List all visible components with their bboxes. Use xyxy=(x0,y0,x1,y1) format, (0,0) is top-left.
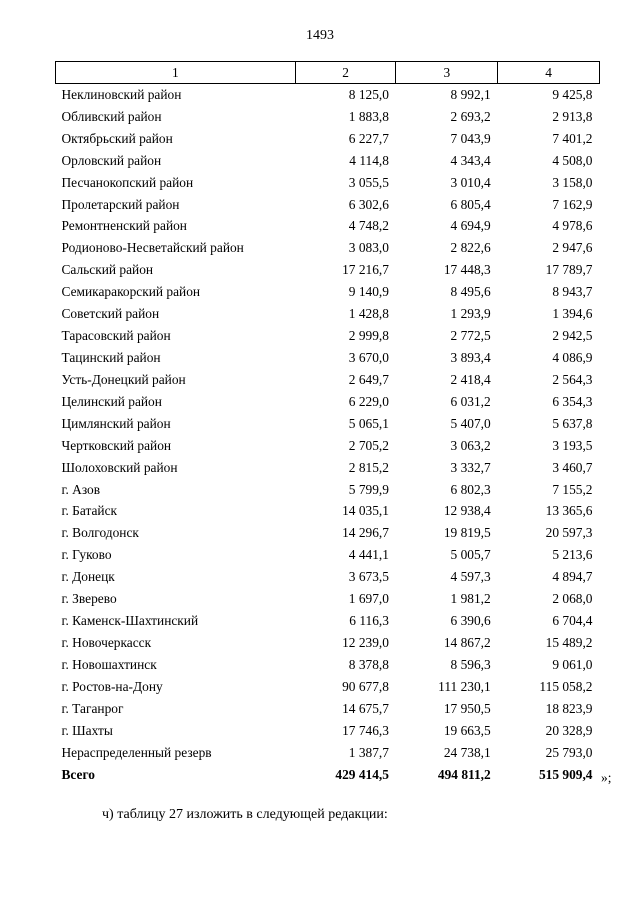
row-value: 6 390,6 xyxy=(450,613,491,629)
row-value: 3 670,0 xyxy=(348,350,389,366)
row-value: 4 114,8 xyxy=(349,152,389,168)
row-value: 7 043,9 xyxy=(450,130,491,146)
row-value: 1 981,2 xyxy=(450,591,491,607)
row-value: 1 293,9 xyxy=(450,306,491,322)
row-label: г. Гуково xyxy=(61,547,112,563)
row-value: 7 162,9 xyxy=(552,196,593,212)
row-value: 4 343,4 xyxy=(450,152,491,168)
row-value: 3 673,5 xyxy=(348,569,389,585)
table-row xyxy=(56,413,600,435)
row-label: г. Таганрог xyxy=(61,700,124,716)
row-value: 2 564,3 xyxy=(552,371,593,387)
row-value: 2 068,0 xyxy=(552,591,593,607)
row-value: 2 942,5 xyxy=(552,328,593,344)
closing-quote: »; xyxy=(601,770,612,785)
row-value: 2 705,2 xyxy=(348,437,389,453)
total-value: 515 909,4 xyxy=(538,766,593,782)
row-value: 8 596,3 xyxy=(450,656,491,672)
row-value: 14 296,7 xyxy=(342,525,389,541)
row-label: г. Азов xyxy=(61,481,101,497)
row-value: 4 694,9 xyxy=(450,218,491,234)
total-value: 429 414,5 xyxy=(335,766,389,782)
row-label: Целинский район xyxy=(61,393,162,409)
table-header-row xyxy=(56,62,600,84)
row-value: 4 597,3 xyxy=(450,569,491,585)
row-value: 15 489,2 xyxy=(545,635,593,650)
row-value: 1 883,8 xyxy=(348,108,389,124)
row-label: Тацинский район xyxy=(61,350,161,366)
row-value: 3 158,0 xyxy=(552,174,593,190)
row-label: Семикаракорский район xyxy=(61,284,201,300)
row-value: 17 950,5 xyxy=(443,700,491,716)
table-row xyxy=(56,216,600,238)
row-label: Шолоховский район xyxy=(61,459,178,475)
row-value: 6 227,7 xyxy=(348,130,389,146)
row-value: 7 155,2 xyxy=(552,481,593,497)
row-value: 2 822,6 xyxy=(450,240,491,256)
column-header-4: 4 xyxy=(498,62,600,84)
row-value: 6 354,3 xyxy=(552,393,593,409)
row-value: 3 193,5 xyxy=(552,437,593,453)
table-row xyxy=(56,610,600,632)
row-value: 14 867,2 xyxy=(443,635,491,650)
row-value: 9 140,9 xyxy=(348,284,389,300)
total-value: 494 811,2 xyxy=(437,766,491,782)
row-label: Ремонтненский район xyxy=(61,218,187,234)
row-label: Усть-Донецкий район xyxy=(61,371,186,387)
row-value: 14 675,7 xyxy=(342,700,389,716)
row-label: г. Волгодонск xyxy=(61,525,139,541)
row-label: Чертковский район xyxy=(61,437,172,453)
row-value: 6 704,4 xyxy=(552,613,593,629)
row-value: 25 793,0 xyxy=(545,744,593,760)
row-value: 6 031,2 xyxy=(450,393,491,409)
table-row xyxy=(56,479,600,501)
table-row xyxy=(56,194,600,216)
table-row xyxy=(56,720,600,742)
row-value: 17 789,7 xyxy=(545,262,593,278)
row-value: 13 365,6 xyxy=(545,503,593,519)
table-row xyxy=(56,544,600,566)
row-label: г. Шахты xyxy=(61,722,113,738)
table-row xyxy=(56,259,600,281)
table-row xyxy=(56,84,600,106)
table-row xyxy=(56,698,600,720)
row-value: 111 230,1 xyxy=(438,678,491,694)
row-value: 4 978,6 xyxy=(552,218,593,234)
row-value: 4 748,2 xyxy=(348,218,389,234)
row-label: г. Каменск-Шахтинский xyxy=(61,613,199,629)
row-value: 2 947,6 xyxy=(552,240,593,256)
table-row xyxy=(56,501,600,523)
row-value: 24 738,1 xyxy=(443,744,491,760)
row-value: 1 394,6 xyxy=(552,306,593,322)
row-label: Нераспределенный резерв xyxy=(61,744,212,760)
table-row xyxy=(56,588,600,610)
row-value: 20 328,9 xyxy=(545,722,593,738)
row-label: Цимлянский район xyxy=(61,415,171,431)
row-value: 5 213,6 xyxy=(552,547,593,563)
table-row xyxy=(56,325,600,347)
row-value: 6 805,4 xyxy=(450,196,491,212)
table-row xyxy=(56,522,600,544)
row-value: 6 802,3 xyxy=(450,481,491,497)
row-value: 4 441,1 xyxy=(348,547,389,563)
table-row xyxy=(56,632,600,654)
row-value: 2 693,2 xyxy=(450,108,491,124)
row-value: 3 893,4 xyxy=(450,350,491,366)
total-label: Всего xyxy=(61,766,95,782)
row-label: Орловский район xyxy=(61,152,162,168)
row-value: 6 302,6 xyxy=(348,196,389,212)
row-value: 3 063,2 xyxy=(450,437,491,453)
row-value: 8 992,1 xyxy=(450,86,491,102)
table-row xyxy=(56,742,600,764)
row-value: 20 597,3 xyxy=(545,525,593,541)
row-value: 3 332,7 xyxy=(450,459,491,475)
row-value: 12 938,4 xyxy=(443,503,491,519)
row-value: 2 649,7 xyxy=(348,371,389,387)
row-value: 5 005,7 xyxy=(450,547,491,563)
row-value: 4 086,9 xyxy=(552,350,593,366)
row-label: г. Ростов-на-Дону xyxy=(61,678,163,694)
row-value: 3 010,4 xyxy=(450,174,491,190)
table-row xyxy=(56,150,600,172)
table-row xyxy=(56,237,600,259)
row-value: 8 125,0 xyxy=(348,86,389,102)
row-value: 5 637,8 xyxy=(552,415,593,431)
row-value: 6 229,0 xyxy=(348,393,389,409)
row-value: 5 065,1 xyxy=(348,415,389,431)
row-value: 3 055,5 xyxy=(348,174,389,190)
row-value: 5 407,0 xyxy=(450,415,491,431)
table-row xyxy=(56,391,600,413)
row-value: 9 061,0 xyxy=(552,656,593,672)
row-value: 5 799,9 xyxy=(348,481,389,497)
row-value: 3 083,0 xyxy=(348,240,389,256)
row-value: 9 425,8 xyxy=(552,86,593,102)
row-value: 2 815,2 xyxy=(348,459,389,475)
row-label: Родионово-Несветайский район xyxy=(61,240,244,256)
table-row xyxy=(56,281,600,303)
column-header-2: 2 xyxy=(295,62,396,84)
row-value: 17 216,7 xyxy=(342,262,389,278)
total-row xyxy=(56,764,600,786)
table-row xyxy=(56,347,600,369)
row-value: 12 239,0 xyxy=(342,635,389,650)
row-label: г. Новочеркасск xyxy=(61,635,152,650)
row-value: 1 428,8 xyxy=(348,306,389,322)
row-value: 8 378,8 xyxy=(348,656,389,672)
row-label: Обливский район xyxy=(61,108,162,124)
row-label: Песчанокопский район xyxy=(61,174,194,190)
page-number: 1493 xyxy=(306,28,334,43)
row-label: Сальский район xyxy=(61,262,154,278)
data-table xyxy=(55,61,600,786)
column-header-3: 3 xyxy=(396,62,498,84)
row-label: Советский район xyxy=(61,306,160,322)
row-value: 2 913,8 xyxy=(552,108,593,124)
table-row xyxy=(56,369,600,391)
row-value: 2 418,4 xyxy=(450,371,491,387)
row-value: 90 677,8 xyxy=(342,678,389,694)
row-value: 17 448,3 xyxy=(443,262,491,278)
row-value: 1 697,0 xyxy=(348,591,389,607)
row-value: 19 819,5 xyxy=(443,525,491,541)
row-value: 18 823,9 xyxy=(545,700,593,716)
row-label: г. Донецк xyxy=(61,569,115,585)
row-value: 2 772,5 xyxy=(450,328,491,344)
row-value: 7 401,2 xyxy=(552,130,593,146)
table-row xyxy=(56,566,600,588)
table-body xyxy=(56,84,600,786)
row-value: 115 058,2 xyxy=(539,678,593,694)
row-value: 4 894,7 xyxy=(552,569,593,585)
column-header-1: 1 xyxy=(56,62,296,84)
row-value: 19 663,5 xyxy=(443,722,491,738)
table-row xyxy=(56,128,600,150)
row-value: 14 035,1 xyxy=(342,503,389,519)
row-value: 3 460,7 xyxy=(552,459,593,475)
row-value: 17 746,3 xyxy=(342,722,389,738)
table-row xyxy=(56,303,600,325)
table-row xyxy=(56,654,600,676)
row-label: г. Зверево xyxy=(61,591,117,607)
row-value: 8 943,7 xyxy=(552,284,593,300)
row-label: Неклиновский район xyxy=(61,86,182,102)
table-row xyxy=(56,457,600,479)
row-label: г. Новошахтинск xyxy=(61,656,157,672)
row-label: г. Батайск xyxy=(61,503,118,519)
table-row xyxy=(56,435,600,457)
row-label: Пролетарский район xyxy=(61,196,180,212)
table-row xyxy=(56,172,600,194)
row-value: 2 999,8 xyxy=(348,328,389,344)
row-value: 4 508,0 xyxy=(552,152,593,168)
row-value: 8 495,6 xyxy=(450,284,491,300)
table-row xyxy=(56,106,600,128)
table-row xyxy=(56,676,600,698)
row-value: 6 116,3 xyxy=(349,613,389,629)
row-value: 1 387,7 xyxy=(348,744,389,760)
row-label: Тарасовский район xyxy=(61,328,171,344)
row-label: Октябрьский район xyxy=(61,130,173,146)
footer-text: ч) таблицу 27 изложить в следующей редакции: xyxy=(102,807,388,822)
